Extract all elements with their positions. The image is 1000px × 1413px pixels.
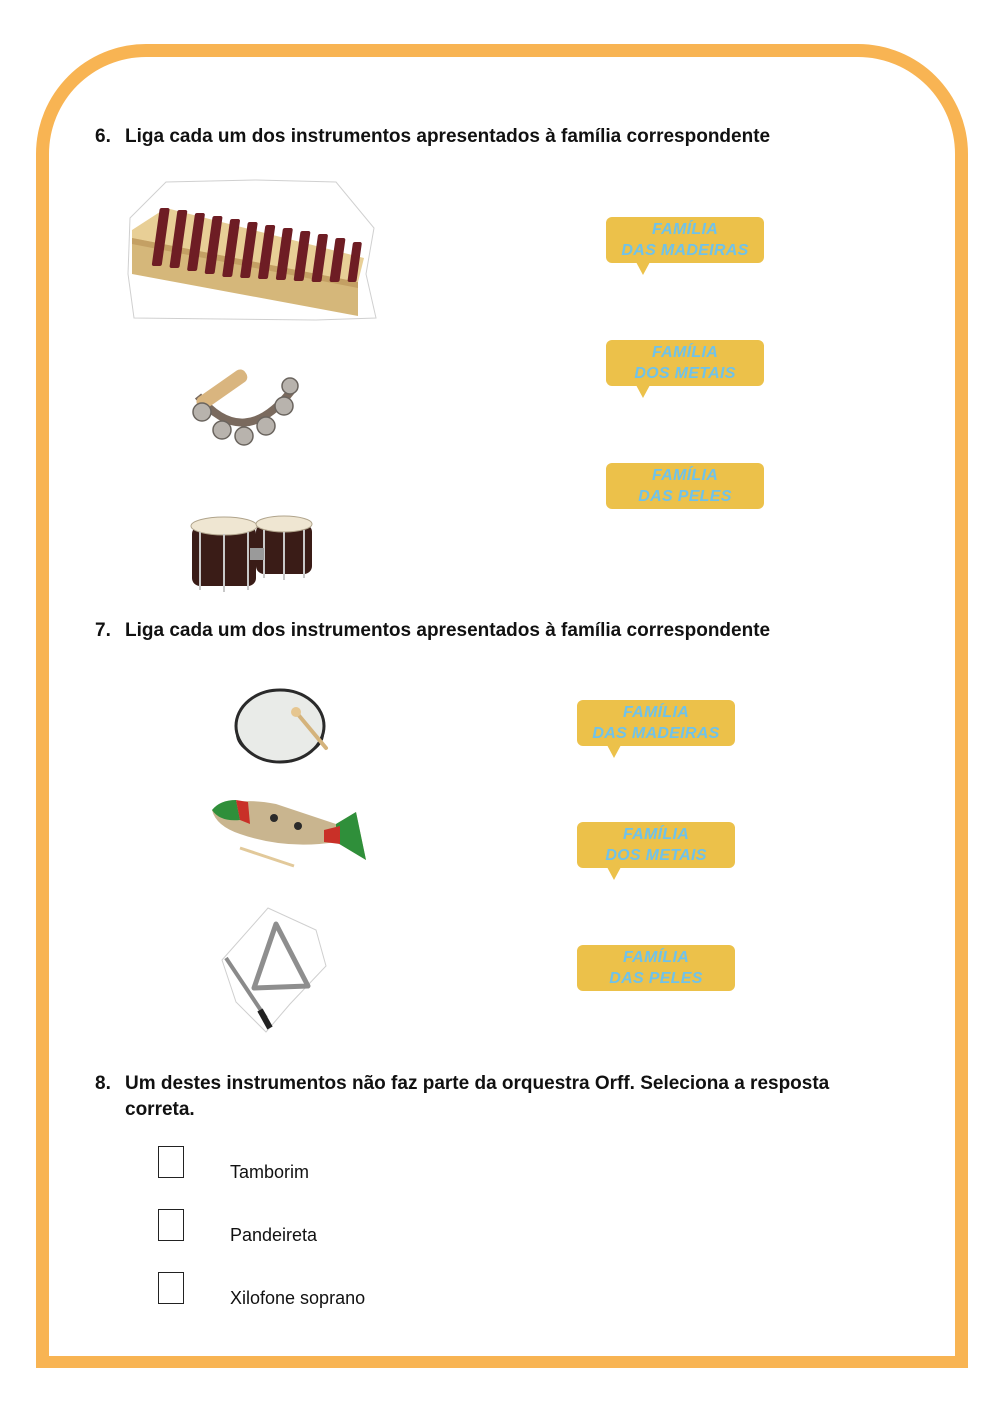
badge-line-1: FAMÍLIA [622,826,690,843]
bongos-icon[interactable] [186,512,318,598]
option-checkbox-pandeireta[interactable] [158,1209,184,1241]
badge-line-2: DAS PELES [609,970,703,987]
badge-line-1: FAMÍLIA [651,467,719,484]
sleigh-bells-icon[interactable] [180,356,308,452]
guiro-fish-icon[interactable] [206,790,374,872]
question-number: 8. [95,1073,111,1094]
hand-drum-icon[interactable] [232,684,332,770]
option-label: Tamborim [230,1162,310,1182]
badge-line-1: FAMÍLIA [622,949,690,966]
question-text: Liga cada um dos instrumentos apresentados à família correspondente [125,620,771,641]
family-badge-peles[interactable] [577,945,735,991]
family-badge-metais[interactable] [606,340,764,386]
family-badge-metais[interactable] [577,822,735,868]
question-number: 7. [95,620,111,641]
question-7 [95,618,770,644]
option-label: Xilofone soprano [230,1288,366,1308]
badge-line-1: FAMÍLIA [651,221,719,238]
badge-line-2: DOS METAIS [605,847,707,864]
question-text: Liga cada um dos instrumentos apresentados à família correspondente [125,126,771,147]
question-6 [95,124,770,150]
badge-line-2: DAS MADEIRAS [592,725,720,742]
question-number: 6. [95,126,111,147]
question-text: Um destes instrumentos não faz parte da orquestra Orff. Seleciona a resposta correta. [125,1073,830,1120]
badge-tail [607,745,621,758]
badge-line-1: FAMÍLIA [651,344,719,361]
question-8 [95,1071,895,1123]
triangle-icon[interactable] [220,906,330,1034]
option-checkbox-tamborim[interactable] [158,1146,184,1178]
option-checkbox-xilofone-soprano[interactable] [158,1272,184,1304]
badge-line-2: DOS METAIS [634,365,736,382]
badge-tail [607,867,621,880]
badge-line-2: DAS MADEIRAS [621,242,749,259]
badge-line-2: DAS PELES [638,488,732,505]
family-badge-madeiras[interactable] [606,217,764,263]
badge-tail [636,262,650,275]
badge-line-1: FAMÍLIA [622,704,690,721]
xylophone-icon[interactable] [126,178,378,324]
option-label: Pandeireta [230,1225,318,1245]
family-badge-peles[interactable] [606,463,764,509]
badge-tail [636,385,650,398]
family-badge-madeiras[interactable] [577,700,735,746]
